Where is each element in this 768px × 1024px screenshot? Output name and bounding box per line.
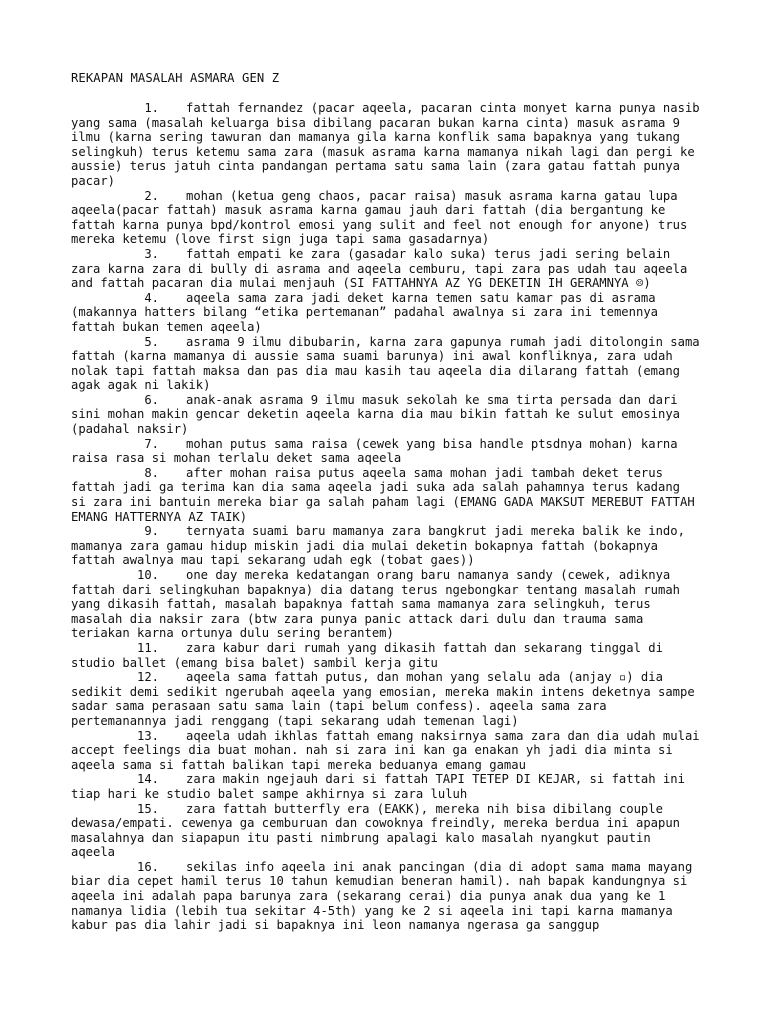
list-item-text: fattah empati ke zara (gasadar kalo suka) terus jadi sering belain zara karna zara di bully di asrama and aqeela cemburu, tapi zara pas udah tau aqeela and fattah pacaran dia mulai menjauh (SI FATTAHNYA AZ YG DEKETIN IH GERAMNYA ☹) [71,246,688,291]
list-item-number: 13. [136,728,159,743]
list-item [71,247,701,291]
list-item [71,437,701,466]
list-item-text: zara fattah butterfly era (EAKK), mereka nih bisa dibilang couple dewasa/empati. cewenya ga cemburuan dan cowoknya freindly, mereka berdua ini apapun masalahnya dan siapapun itu pasti nimbrung apalagi kalo masalah nyangkut pautin aqeela [71,801,681,860]
list-item-text: anak-anak asrama 9 ilmu masuk sekolah ke sma tirta persada dan dari sini mohan makin gencar deketin aqeela karna dia mau bikin fattah ke sulut emosinya (padahal naksir) [71,392,681,437]
list-item [71,802,701,860]
list-item [71,568,701,641]
list-item [71,729,701,773]
list-item-text: one day mereka kedatangan orang baru namanya sandy (cewek, adiknya fattah dari selingkuhan bapaknya) dia datang terus ngebongkar tentang masalah rumah yang dikasih fattah, masalah bapaknya fattah sama mamanya zara selingkuh, terus masalah dia naksir zara (btw zara punya panic attack dari dulu dan trauma sama teriakan karna ortunya dulu sering berantem) [71,568,681,641]
list-item-number: 14. [136,772,159,787]
list-item-text: sekilas info aqeela ini anak pancingan (dia di adopt sama mama mayang biar dia cepet hamil terus 10 tahun kemudian beneran hamil). nah bapak kandungnya si aqeela ini adalah papa barunya zara (sekarang cerai) dia punya anak dua yang ke 1 namanya lidia (lebih tua sekitar 4-5th) yang ke 2 si aqeela ini tapi karna mamanya kabur pas dia lahir jadi si bapaknya ini leon namanya ngerasa ga sanggup [71,859,693,933]
list-item [71,101,701,189]
list-item-number: 2. [144,188,159,203]
list-item-number: 7. [144,436,159,451]
document-body [71,101,701,933]
list-item-text: asrama 9 ilmu dibubarin, karna zara gapunya rumah jadi ditolongin sama fattah (karna mamanya di aussie sama suami barunya) ini awal konfliknya, zara udah nolak tapi fattah maksa dan pas dia mau kasih tau aqeela dia dilarang fattah (emang agak agak ni lakik) [71,334,700,393]
list-item-number: 9. [144,524,159,539]
list-item-text: zara makin ngejauh dari si fattah TAPI TETEP DI KEJAR, si fattah ini tiap hari ke studio balet sampe akhirnya si zara luluh [71,772,685,801]
list-item-text: after mohan raisa putus aqeela sama mohan jadi tambah deket terus fattah jadi ga terima kan dia sama aqeela jadi suka ada salah pahamnya terus kadang si zara ini bantuin mereka biar ga salah paham lagi (EMANG GADA MAKSUT MEREBUT FATTAH EMANG HATTERNYA AZ TAIK) [71,465,695,524]
list-item-number: 12. [136,670,159,685]
list-item-text: fattah fernandez (pacar aqeela, pacaran cinta monyet karna punya nasib yang sama (masalah keluarga bisa dibilang pacaran bukan karna cinta) masuk asrama 9 ilmu (karna sering tawuran dan mamanya gila karna konflik sama bapaknya yang tukang selingkuh) terus ketemu sama zara (masuk asrama karna mamanya nikah lagi dan pergi ke aussie) terus jatuh cinta pandangan pertama satu sama lain (zara gatau fattah punya pacar) [71,101,700,188]
list-item-number: 16. [136,859,159,874]
list-item-number: 4. [144,290,159,305]
list-item-text: zara kabur dari rumah yang dikasih fattah dan sekarang tinggal di studio ballet (emang bisa balet) sambil kerja gitu [71,640,663,670]
list-item-text: mohan (ketua geng chaos, pacar raisa) masuk asrama karna gatau lupa aqeela(pacar fattah) masuk asrama karna gamau jauh dari fattah (dia bergantung ke fattah karna punya bpd/kontrol emosi yang sulit and feel not enough for anyone) trus mereka ketemu (love first sign juga tapi sama gasadarnya) [71,188,688,247]
list-item-text: mohan putus sama raisa (cewek yang bisa handle ptsdnya mohan) karna raisa rasa si mohan terlalu deket sama aqeela [71,436,678,466]
list-item-number: 10. [136,568,159,582]
list-item-number: 5. [144,334,159,349]
document-title: REKAPAN MASALAH ASMARA GEN Z [71,71,280,85]
list-item-number: 3. [144,246,159,261]
list-item [71,393,701,437]
list-item [71,860,701,933]
list-item [71,641,701,670]
list-item-number: 11. [136,640,159,655]
list-item-number: 15. [136,801,159,816]
list-item-number: 8. [144,465,159,480]
list-item-text: aqeela udah ikhlas fattah emang naksirnya sama zara dan dia udah mulai accept feelings dia buat mohan. nah si zara ini kan ga enakan yh jadi dia minta si aqeela sama si fattah balikan tapi mereka beduanya emang gamau [71,728,700,772]
list-item [71,335,701,393]
list-item [71,466,701,524]
list-item [71,524,701,568]
list-item [71,670,701,728]
list-item [71,189,701,247]
list-item-number: 6. [144,392,159,407]
list-item-number: 1. [144,101,159,115]
list-item [71,291,701,335]
list-item-text: aqeela sama zara jadi deket karna temen satu kamar pas di asrama (makannya hatters bilang “etika pertemanan” padahal awalnya si zara ini temennya fattah bukan temen aqeela) [71,290,658,334]
list-item-text: ternyata suami baru mamanya zara bangkrut jadi mereka balik ke indo, mamanya zara gamau hidup miskin jadi dia mulai deketin bokapnya fattah (bokapnya fattah awalnya mau tapi sekarang udah egk (tobat gaes)) [71,524,685,568]
list-item-text: aqeela sama fattah putus, dan mohan yang selalu ada (anjay ▫) dia sedikit demi sedikit ngerubah aqeela yang emosian, mereka makin intens deketnya sampe sadar sama perasaan satu sama lain (tapi belum confess). aqeela sama zara pertemanannya jadi renggang (tapi sekarang udah temenan lagi) [71,670,695,728]
list-item [71,772,701,801]
